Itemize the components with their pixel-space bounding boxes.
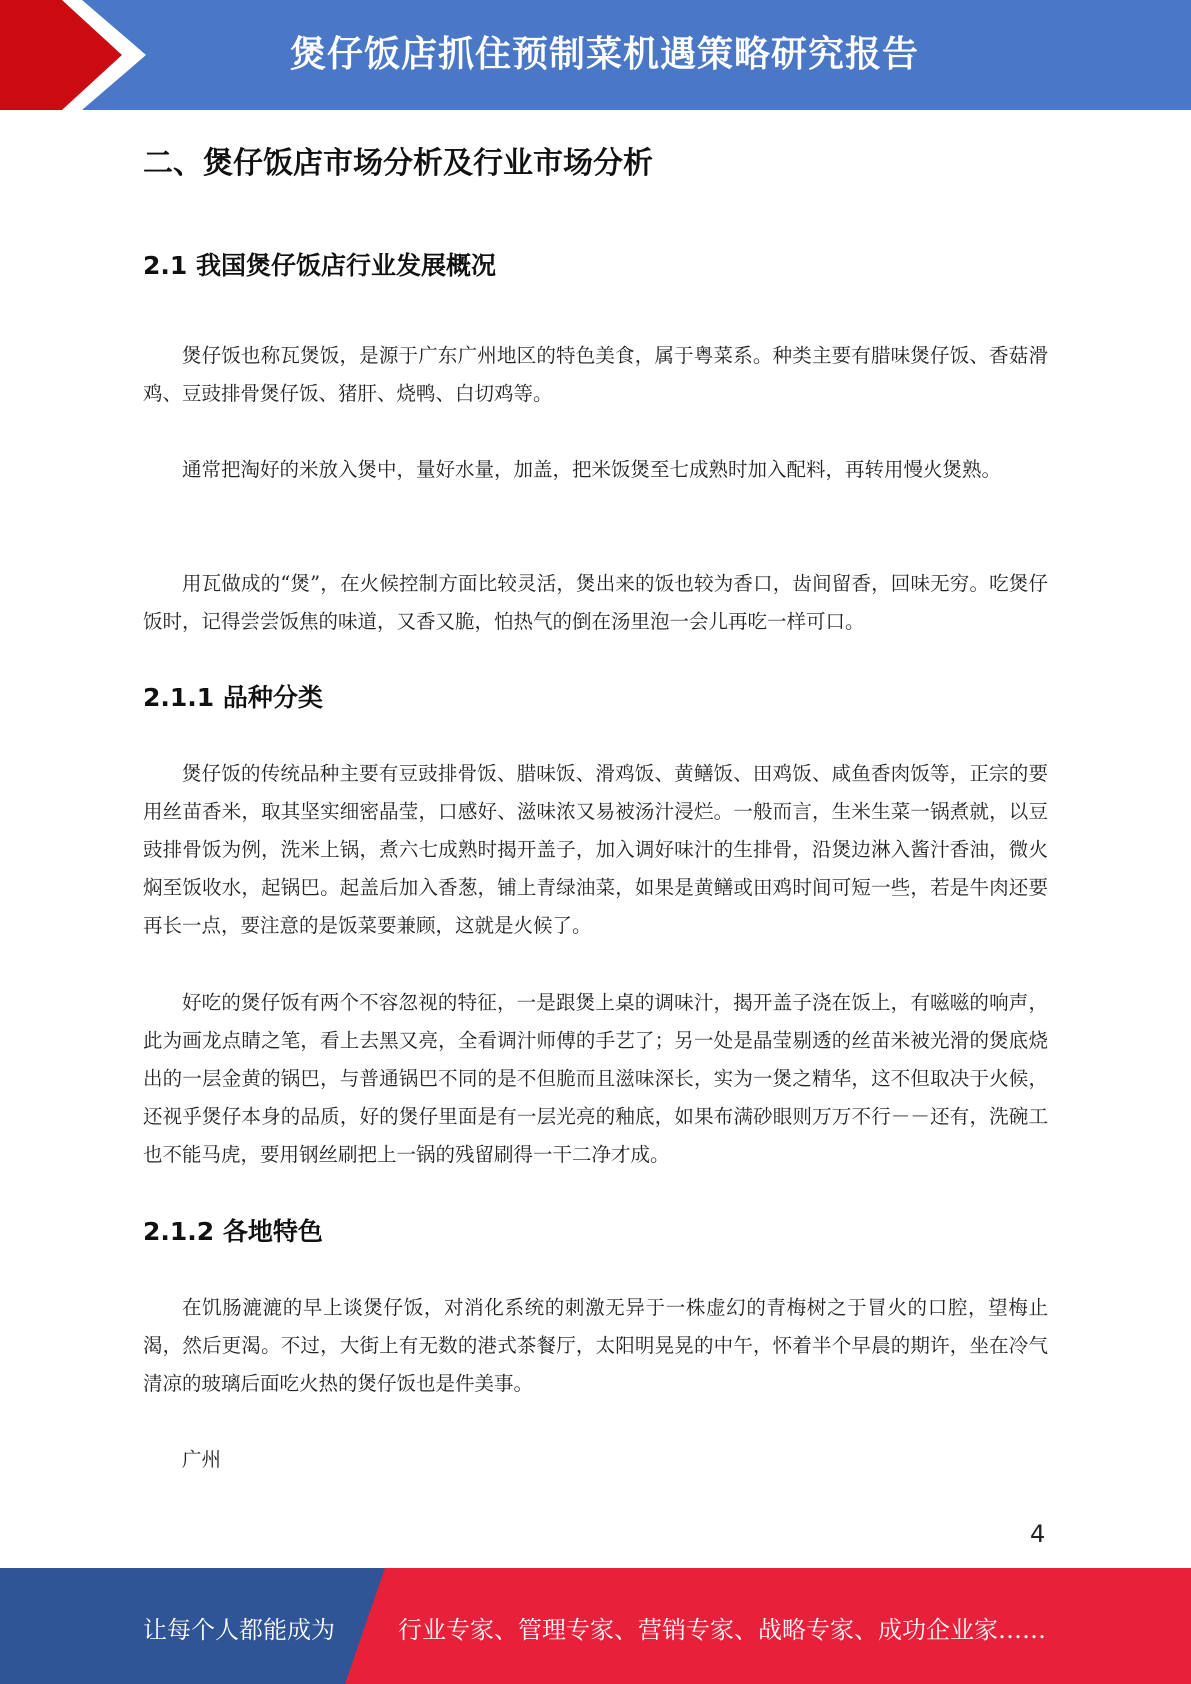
section-heading: 二、煲仔饭店市场分析及行业市场分析 bbox=[143, 146, 653, 181]
footer-slogan-right: 行业专家、管理专家、营销专家、战略专家、成功企业家…… bbox=[398, 1616, 1046, 1644]
paragraph: 在饥肠漉漉的早上谈煲仔饭，对消化系统的刺激无异于一株虚幻的青梅树之于冒火的口腔，望梅止渴，然后更渴。不过，大街上有无数的港式茶餐厅，太阳明晃晃的中午，怀着半个早晨的期许，坐在冷气清凉的玻璃后面吃火热的煲仔饭也是件美事。 bbox=[143, 1296, 1048, 1395]
subsection-heading-2-1: 2.1 我国煲仔饭店行业发展概况 bbox=[143, 251, 496, 280]
paragraph: 用瓦做成的“煲”，在火候控制方面比较灵活，煲出来的饭也较为香口，齿间留香，回味无穷。吃煲仔饭时，记得尝尝饭焦的味道，又香又脆，怕热气的倒在汤里泡一会儿再吃一样可口。 bbox=[143, 572, 1048, 633]
page-number: 4 bbox=[1030, 1520, 1046, 1548]
paragraph: 煲仔饭的传统品种主要有豆豉排骨饭、腊味饭、滑鸡饭、黄鳝饭、田鸡饭、咸鱼香肉饭等，正宗的要用丝苗香米，取其坚实细密晶莹，口感好、滋味浓又易被汤汁浸烂。一般而言，生米生菜一锅煮就，以豆豉排骨饭为例，洗米上锅，煮六七成熟时揭开盖子，加入调好味汁的生排骨，沿煲边淋入酱汁香油，微火焖至饭收水，起锅巴。起盖后加入香葱，铺上青绿油菜，如果是黄鳝或田鸡时间可短一些，若是牛肉还要再长一点，要注意的是饭菜要兼顾，这就是火候了。 bbox=[143, 762, 1048, 937]
page-header bbox=[0, 0, 1191, 110]
paragraph: 煲仔饭也称瓦煲饭，是源于广东广州地区的特色美食，属于粤菜系。种类主要有腊味煲仔饭、香菇滑鸡、豆豉排骨煲仔饭、猪肝、烧鸭、白切鸡等。 bbox=[143, 344, 1048, 405]
footer-slogan-left: 让每个人都能成为 bbox=[143, 1616, 335, 1644]
paragraph: 通常把淘好的米放入煲中，量好水量，加盖，把米饭煲至七成熟时加入配料，再转用慢火煲熟。 bbox=[182, 458, 1002, 481]
header-title: 煲仔饭店抓住预制菜机遇策略研究报告 bbox=[289, 34, 919, 75]
paragraph: 广州 bbox=[182, 1448, 222, 1471]
page-footer bbox=[0, 1568, 1191, 1684]
subsection-heading-2-1-2: 2.1.2 各地特色 bbox=[143, 1217, 323, 1246]
subsection-heading-2-1-1: 2.1.1 品种分类 bbox=[143, 683, 323, 712]
paragraph: 好吃的煲仔饭有两个不容忽视的特征，一是跟煲上桌的调味汁，揭开盖子浇在饭上，有嗞嗞的响声，此为画龙点睛之笔，看上去黑又亮，全看调汁师傅的手艺了；另一处是晶莹剔透的丝苗米被光滑的煲底烧出的一层金黄的锅巴，与普通锅巴不同的是不但脆而且滋味深长，实为一煲之精华，这不但取决于火候，还视乎煲仔本身的品质，好的煲仔里面是有一层光亮的釉底，如果布满砂眼则万万不行－－还有，洗碗工也不能马虎，要用钢丝刷把上一锅的残留刷得一干二净才成。 bbox=[143, 991, 1048, 1166]
